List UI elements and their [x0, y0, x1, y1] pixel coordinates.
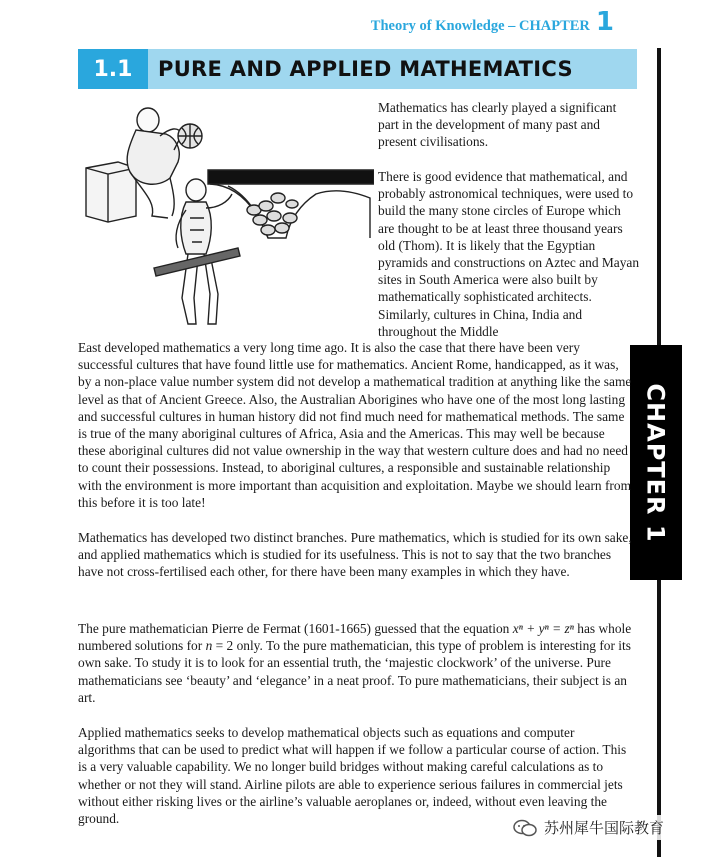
paragraph-two-branches: Mathematics has developed two distinct branches. Pure mathematics, which is studied for its own sake, and applied mathematics which is studied for its usefulness. This is not to say that the two branches have not cross-fertilised each other, for there have been many examples in which they have. — [78, 530, 632, 580]
fermat-n-variable: n — [205, 638, 213, 654]
paragraph-cultures: East developed mathematics a very long time ago. It is also the case that there have been very successful cultures that have found little use for mathematics. Ancient Rome, handicapped, as it was, by a non-place value number system did not develop a mathematical tradition at anything like the same level as that of Ancient Greece. Also, the Australian Aborigines who have one of the most long lasting and successful cultures in human history did not find much need for mathematical methods. The same is true of the many aboriginal cultures of Africa, Asia and the Americas. This may well be because these aboriginal cultures did not value ownership in the way that western culture does and had no need to count their possessions. Instead, to aboriginal cultures, a responsible and sustainable relationship with the environment is more important than acquisition and exploitation. Maybe we should learn from this before it is too late! — [78, 340, 632, 510]
fermat-text-a: The pure mathematician Pierre de Fermat (1601-1665) guessed that the equation — [78, 621, 513, 636]
fermat-text-c: = 2 only. To the pure mathematician, this type of problem is interesting for its own sake. To study it is to look for an essential truth, the ‘majestic clockwork’ of the universe. Pure mathematicians see ‘beauty’ and ‘elegance’ in a neat proof. To pure mathematicians, their subject is an art. — [78, 638, 631, 705]
fermat-text-b: has whole numbered solutions for — [78, 621, 632, 654]
watermark-text: 苏州犀牛国际教育 — [544, 819, 665, 837]
section-title: PURE AND APPLIED MATHEMATICS — [158, 57, 573, 81]
thinker-bridge-illustration — [78, 98, 374, 333]
section-title-bar — [78, 49, 637, 89]
running-header-chapter-number: 1 — [595, 7, 614, 37]
paragraph-stone-circles: There is good evidence that mathematical, and probably astronomical techniques, were used to build the many stone circles of Europe which are thought to be at least three thousand years old (Thom). It is likely that the Egyptian pyramids and constructions on Aztec and Mayan sites in South America were also built by mathematically sophisticated architects. Similarly, cultures in China, India and throughout the Middle — [378, 169, 640, 339]
paragraph-fermat — [78, 620, 634, 706]
running-header — [370, 7, 614, 37]
section-number: 1.1 — [78, 49, 148, 89]
chapter-side-tab — [630, 345, 682, 580]
paragraph-applied: Applied mathematics seeks to develop mathematical objects such as equations and computer algorithms that can be used to predict what will happen if we follow a particular course of action. This is a very valuable capability. We no longer build bridges without making careful calculations as to whether or not they will stand. Airline pilots are able to experience serious failures in commercial jets without either risking lives or the airline’s valuable aeroplanes or, indeed, without even leaving the ground. — [78, 725, 627, 827]
watermark — [508, 815, 668, 840]
paragraph-intro: Mathematics has clearly played a significant part in the development of many past and present civilisations. — [378, 100, 617, 150]
running-header-text: Theory of Knowledge – CHAPTER — [370, 18, 590, 34]
chapter-side-tab-label: CHAPTER 1 — [642, 382, 671, 543]
fermat-equation: xⁿ + yⁿ = zⁿ — [512, 621, 574, 636]
wechat-icon — [512, 818, 538, 838]
